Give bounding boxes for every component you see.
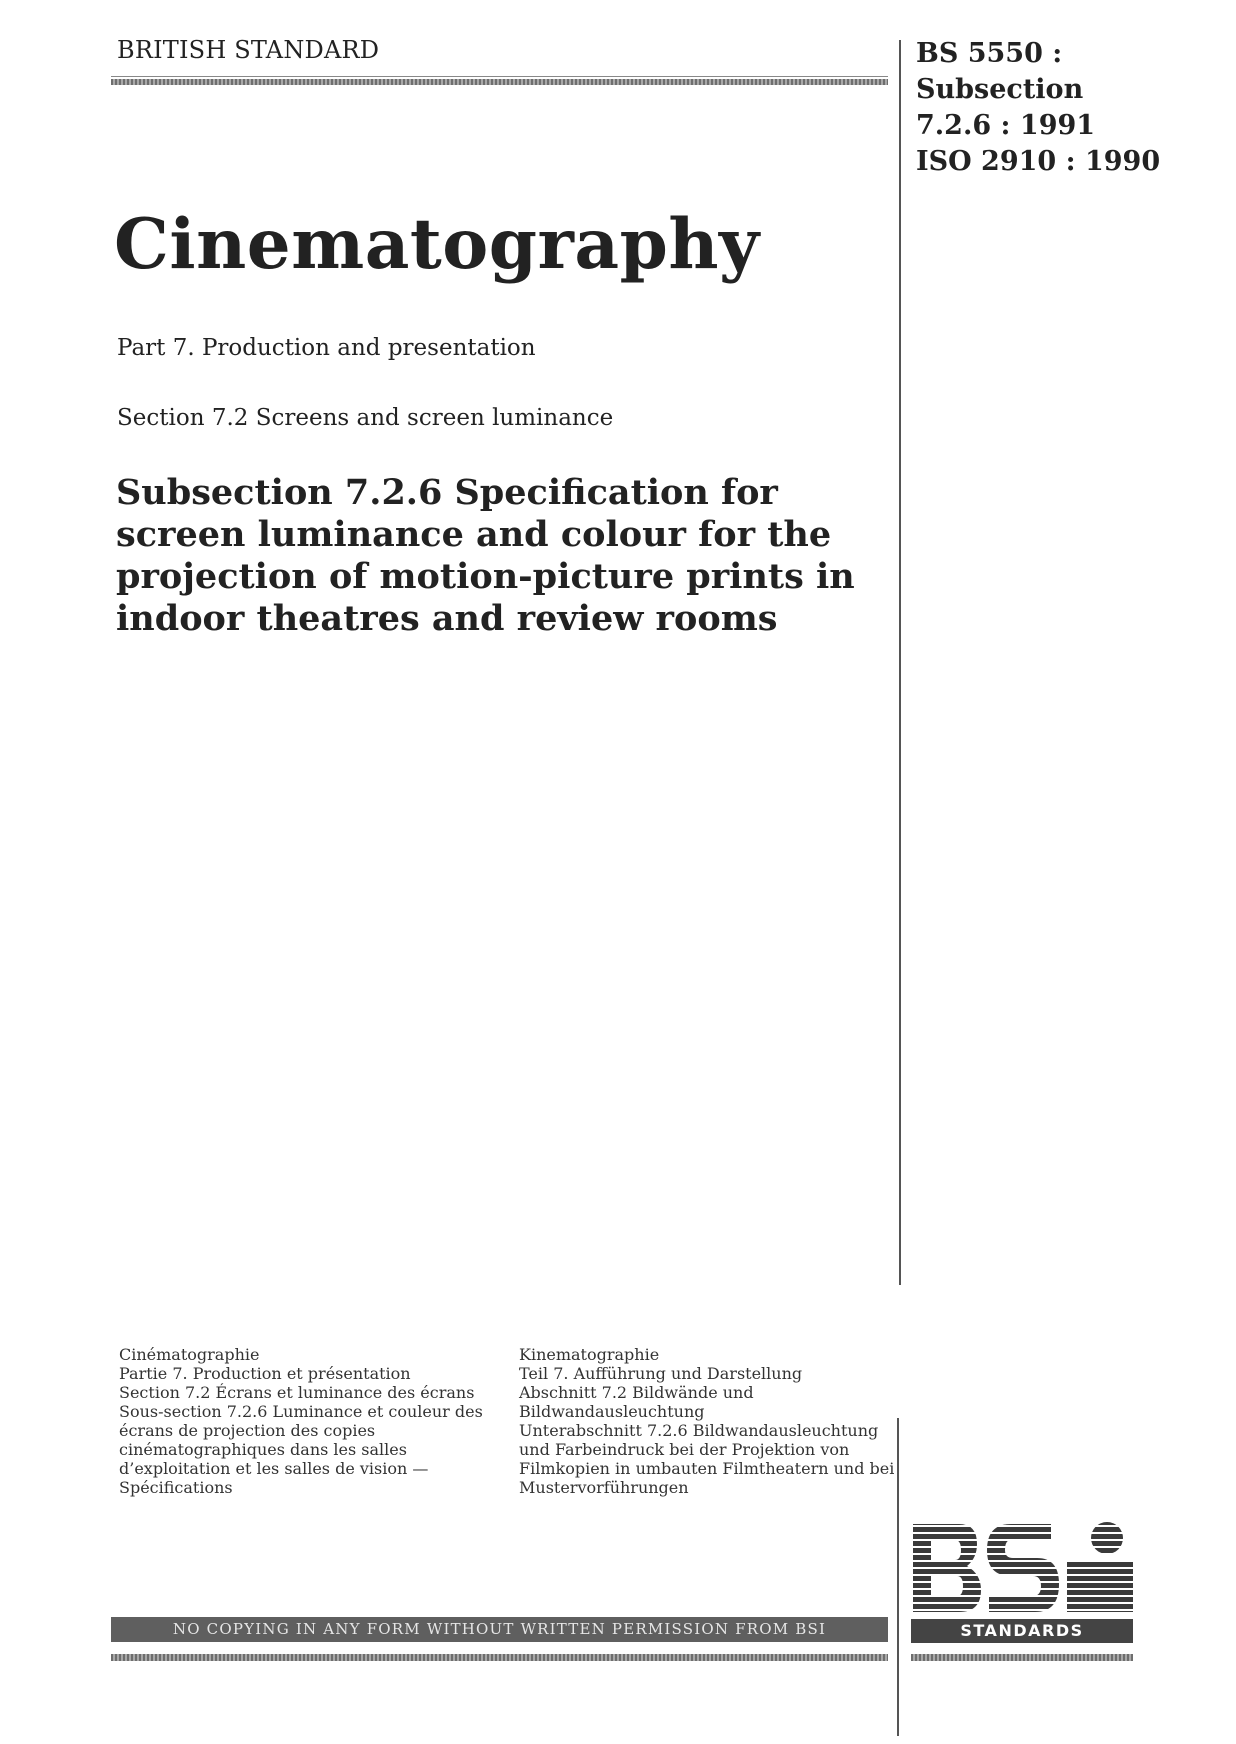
german-line: Bildwandausleuchtung <box>519 1402 705 1421</box>
german-line: Unterabschnitt 7.2.6 Bildwandausleuchtung <box>519 1421 879 1440</box>
standard-line: Subsection <box>916 74 1084 105</box>
german-line: Mustervorführungen <box>519 1478 689 1497</box>
vertical-divider <box>899 40 901 1285</box>
french-title-block <box>119 1345 483 1497</box>
german-line: und Farbeindruck bei der Projektion von <box>519 1440 850 1459</box>
header-rule <box>111 79 888 85</box>
french-line: Sous-section 7.2.6 Luminance et couleur des <box>119 1402 483 1421</box>
french-line: Cinématographie <box>119 1345 260 1364</box>
footer-rule <box>111 1654 888 1661</box>
german-line: Teil 7. Aufführung und Darstellung <box>519 1364 803 1383</box>
french-line: Spécifications <box>119 1478 233 1497</box>
logo-caption: STANDARDS <box>911 1619 1133 1643</box>
bsi-logo <box>911 1520 1133 1616</box>
brand-header: BRITISH STANDARD <box>117 36 380 64</box>
logo-rule <box>911 1654 1133 1661</box>
bsi-logo-graphic <box>911 1520 1133 1616</box>
french-line: d’exploitation et les salles de vision — <box>119 1459 429 1478</box>
german-line: Kinematographie <box>519 1345 660 1364</box>
german-line: Abschnitt 7.2 Bildwände und <box>519 1383 754 1402</box>
french-line: écrans de projection des copies <box>119 1421 376 1440</box>
subsection-heading: Subsection 7.2.6 Specification for screen luminance and colour for the projection of motion-picture prints in indoor theatres and review rooms <box>116 472 855 639</box>
standard-number-block <box>916 36 1160 180</box>
document-title: Cinematography <box>114 204 760 285</box>
standard-line: BS 5550 : <box>916 38 1063 69</box>
header-rule-thin <box>111 76 888 77</box>
copyright-notice: NO COPYING IN ANY FORM WITHOUT WRITTEN PERMISSION FROM BSI <box>111 1617 888 1642</box>
standard-line: 7.2.6 : 1991 <box>916 110 1096 141</box>
vertical-divider-lower <box>897 1418 899 1736</box>
section-heading: Section 7.2 Screens and screen luminance <box>117 405 614 431</box>
part-heading: Part 7. Production and presentation <box>117 335 536 361</box>
french-line: Section 7.2 Écrans et luminance des écrans <box>119 1383 475 1402</box>
french-line: cinématographiques dans les salles <box>119 1440 407 1459</box>
german-line: Filmkopien in umbauten Filmtheatern und bei <box>519 1459 895 1478</box>
french-line: Partie 7. Production et présentation <box>119 1364 411 1383</box>
standard-line: ISO 2910 : 1990 <box>916 146 1161 177</box>
german-title-block <box>519 1345 894 1497</box>
